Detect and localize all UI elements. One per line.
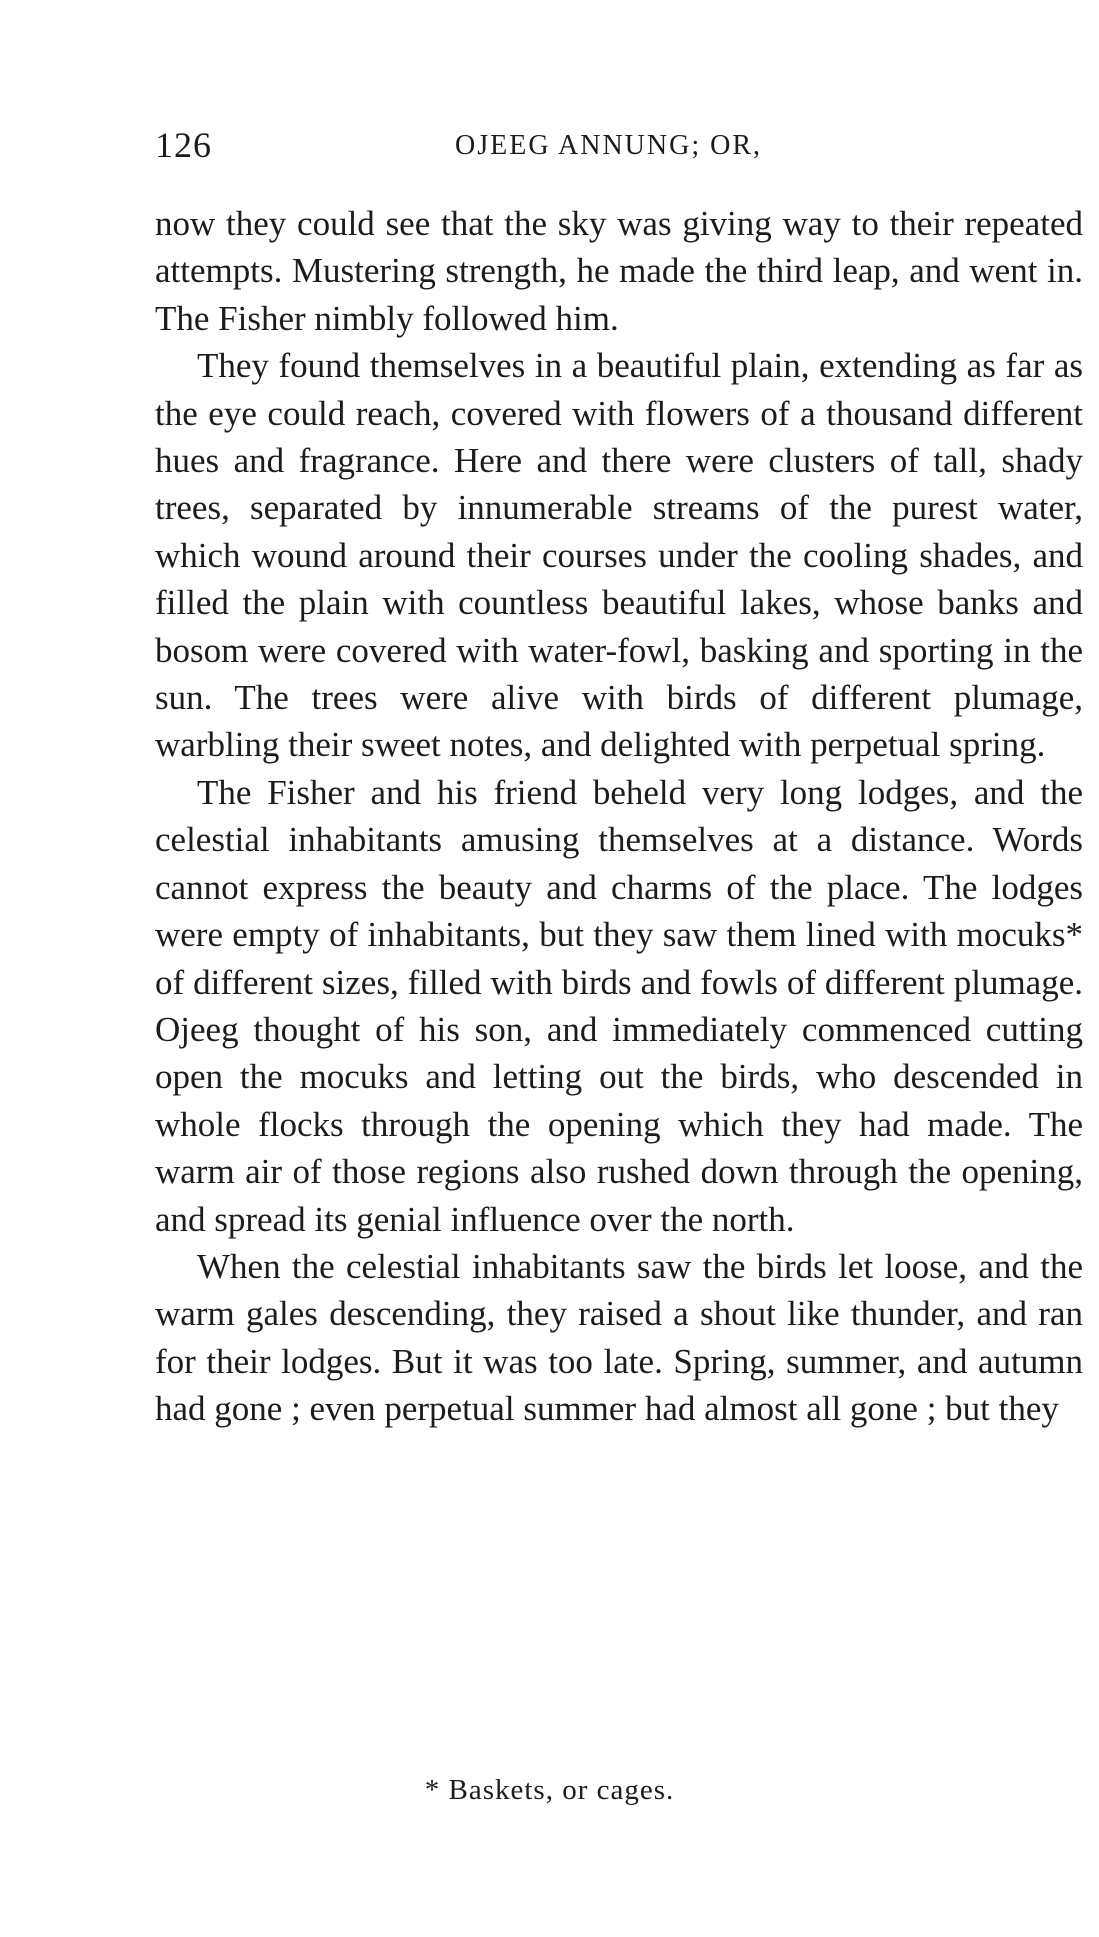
page-number: 126 (155, 125, 212, 165)
footnote: * Baskets, or cages. (424, 1774, 675, 1806)
body-text (155, 200, 1083, 1433)
page-header (155, 124, 1083, 174)
paragraph-plain: They found themselves in a beautiful plain, extending as far as the eye could reach, covered with flowers of a thousand different hues and fragrance. Here and there were clusters of tall, shady trees, separated by innumerable streams of the purest water, which wound around their courses under the cooling shades, and filled the plain with countless beautiful lakes, whose banks and bosom were covered with water-fowl, basking and sporting in the sun. The trees were alive with birds of different plumage, warbling their sweet notes, and delighted with perpetual spring. (155, 346, 1083, 765)
paragraph-celestial: When the celestial inhabitants saw the birds let loose, and the warm gales descending, they raised a shout like thunder, and ran for their lodges. But it was too late. Spring, summer, and autumn had gone ; even perpetual summer had almost all gone ; but they (155, 1246, 1083, 1429)
paragraph-lodges: The Fisher and his friend beheld very long lodges, and the celestial inhabitants amusing themselves at a distance. Words cannot express the beauty and charms of the place. The lodges were empty of inhabitants, but they saw them lined with mocuks* of different sizes, filled with birds and fowls of different plumage. Ojeeg thought of his son, and immediately commenced cutting open the mocuks and letting out the birds, who descended in whole flocks through the opening which they had made. The warm air of those regions also rushed down through the opening, and spread its genial influence over the north. (155, 772, 1083, 1239)
running-head: OJEEG ANNUNG; OR, (455, 130, 762, 161)
paragraph-continuation: now they could see that the sky was giving way to their repeated attempts. Mustering strength, he made the third leap, and went in. The Fisher nimbly followed him. (155, 204, 1083, 338)
